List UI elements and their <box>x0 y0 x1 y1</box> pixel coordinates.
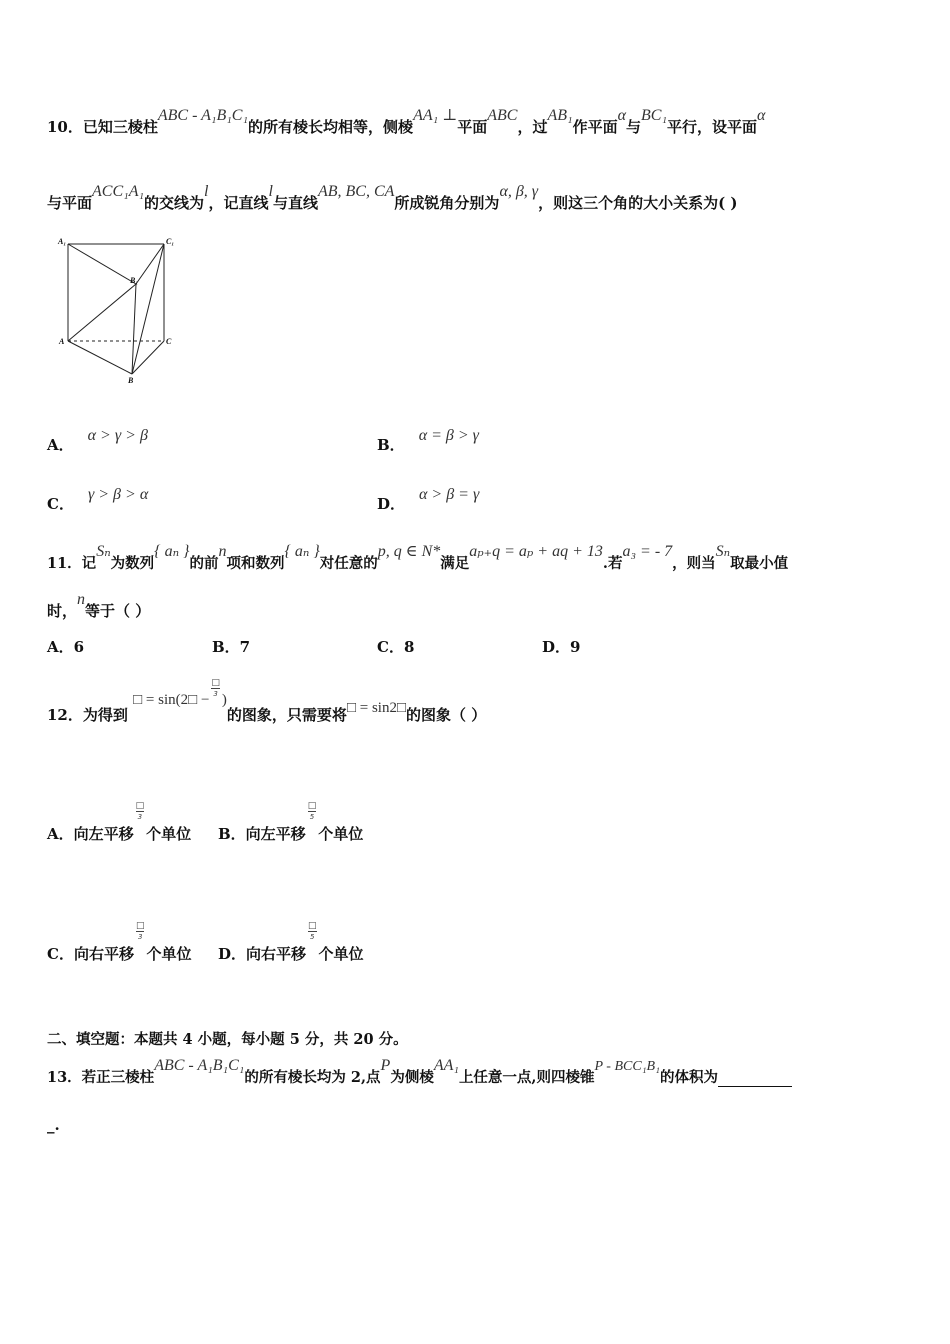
answer-blank[interactable] <box>718 1072 792 1087</box>
q11-text: 时， <box>47 602 78 620</box>
q11-option-c[interactable]: C．8 <box>377 638 415 656</box>
q11-math: aₚ₊q = aₚ + aq + 13 <box>469 543 603 560</box>
label-a: A <box>59 337 65 346</box>
option-text: A．向左平移 <box>47 825 134 843</box>
q11-math: { aₙ } <box>154 543 190 560</box>
q10-text: ，过 <box>517 118 548 136</box>
q10-math: AA₁ ⊥ <box>413 107 458 124</box>
option-math: γ > β > α <box>87 486 149 503</box>
q10-option-b[interactable] <box>377 427 479 455</box>
option-fraction <box>136 801 145 822</box>
label-b1: B₁ <box>130 276 139 285</box>
q11-text: 满足 <box>440 555 470 572</box>
q12-fraction <box>211 678 220 699</box>
q12-text: 的图象，只需要将 <box>226 706 347 724</box>
q13-text: 的体积为 <box>659 1069 718 1086</box>
q10-math: BC₁ <box>641 107 668 124</box>
option-text: D．向右平移 <box>218 945 307 963</box>
frac-num: □ <box>211 678 220 688</box>
q13-math: P - BCC₁B₁ <box>594 1059 660 1074</box>
q11-line2 <box>47 591 151 621</box>
q13-text: 上任意一点,则四棱锥 <box>458 1069 595 1086</box>
q12-option-b[interactable] <box>218 801 364 844</box>
q12-option-c[interactable] <box>47 921 192 964</box>
edge-a-b <box>68 341 132 374</box>
q12-option-a[interactable] <box>47 801 192 844</box>
q13-math: P <box>380 1057 391 1074</box>
q11-text: 11．记 <box>47 555 97 572</box>
option-text: 个单位 <box>146 945 192 963</box>
q10-math: AB₁ <box>547 107 573 124</box>
label-b: B <box>128 376 134 384</box>
q12-math-target: □ = sin(2□ − <box>133 692 210 708</box>
q10-text: 与直线 <box>272 194 318 212</box>
q10-math: α, β, γ <box>499 183 539 200</box>
option-fraction <box>136 921 145 942</box>
q11-text: ，则当 <box>672 555 716 572</box>
frac-den: 3 <box>137 813 143 821</box>
q11-math: n <box>77 591 86 608</box>
q11-text: 的前 <box>189 555 219 572</box>
q10-math: l <box>204 183 209 200</box>
q11-math: a₃ = - 7 <box>622 543 673 560</box>
q11-line1 <box>47 543 789 573</box>
option-text: 个单位 <box>146 825 192 843</box>
frac-num: □ <box>307 801 317 811</box>
q11-math: p, q ∈ N* <box>377 543 441 560</box>
q10-text: 平面 <box>457 118 488 136</box>
option-text: 个单位 <box>318 945 364 963</box>
frac-num: □ <box>308 921 317 931</box>
q11-math: Sₙ <box>96 543 111 560</box>
q11-text: 等于（ ） <box>85 602 151 620</box>
q10-text: 作平面 <box>572 118 618 136</box>
q12-text: 12．为得到 <box>47 706 128 724</box>
prism-figure <box>56 234 186 384</box>
q10-math: l <box>268 183 273 200</box>
q12-option-d[interactable] <box>218 921 364 964</box>
q10-text: ，记直线 <box>208 194 269 212</box>
edge-b1-c1 <box>136 244 164 284</box>
option-fraction <box>308 921 317 942</box>
q11-math: Sₙ <box>715 543 731 560</box>
q13-text: 为侧棱 <box>390 1069 434 1086</box>
q12-math-end: ) <box>221 692 227 708</box>
option-text: C．向右平移 <box>47 945 134 963</box>
q10-line1 <box>47 107 766 137</box>
option-label: C． <box>47 495 74 513</box>
q11-option-d[interactable]: D．9 <box>542 638 581 656</box>
q10-text: 的交线为 <box>144 194 205 212</box>
q10-math: ABC - A₁B₁C₁ <box>157 107 249 124</box>
option-label: B． <box>377 436 405 454</box>
edge-b-c1 <box>132 244 164 374</box>
q10-option-a[interactable] <box>47 427 148 455</box>
edge-a1-b1 <box>68 244 139 285</box>
label-a1: A₁ <box>58 237 67 246</box>
q13-math: ABC - A₁B₁C₁ <box>154 1057 245 1074</box>
q12-math-source: □ = sin2□ <box>346 700 407 716</box>
q10-text: 与 <box>626 118 642 136</box>
option-math: α = β > γ <box>418 427 479 444</box>
q11-option-a[interactable]: A．6 <box>47 638 85 656</box>
q10-text: 的所有棱长均相等，侧棱 <box>248 118 414 136</box>
option-label: A． <box>47 436 74 454</box>
option-label: D． <box>377 495 406 513</box>
q11-math: { aₙ } <box>284 543 320 560</box>
q10-math: ACC₁A₁ <box>92 183 145 200</box>
frac-den: 3 <box>213 690 218 698</box>
q10-text: 所成锐角分别为 <box>394 194 500 212</box>
option-text: 个单位 <box>318 825 364 843</box>
option-fraction <box>308 801 317 822</box>
q11-option-b[interactable]: B．7 <box>212 638 251 656</box>
q10-text: ，则这三个角的大小关系为( ) <box>538 194 738 212</box>
edge-b-c <box>132 341 164 374</box>
q10-text: 10．已知三棱柱 <box>47 118 158 136</box>
edge-a-b1 <box>68 284 136 341</box>
q10-option-d[interactable] <box>377 486 480 514</box>
q13-tail: _. <box>47 1116 60 1134</box>
q11-text: 取最小值 <box>730 555 789 572</box>
q10-text: 与平面 <box>47 194 93 212</box>
frac-den: 3 <box>137 933 143 941</box>
q13-text: 的所有棱长均为 2,点 <box>244 1069 381 1086</box>
frac-den: 5 <box>309 813 315 821</box>
section-heading: 二、填空题：本题共 4 小题，每小题 5 分，共 20 分。 <box>47 1031 408 1048</box>
frac-num: □ <box>135 921 145 931</box>
q11-text: 项和数列 <box>226 555 285 572</box>
q13-stem <box>47 1057 792 1087</box>
q12-stem <box>47 678 487 725</box>
q10-math: α <box>757 107 766 124</box>
q10-math: ABC <box>487 107 518 124</box>
q13-text: 13．若正三棱柱 <box>47 1069 155 1086</box>
q10-text: 平行，设平面 <box>667 118 758 136</box>
option-text: B．向左平移 <box>218 825 306 843</box>
label-c1: C₁ <box>166 237 175 246</box>
label-c: C <box>166 337 172 346</box>
q10-math: AB, BC, CA <box>317 183 395 200</box>
q10-option-c[interactable] <box>47 486 149 514</box>
q11-text: 对任意的 <box>319 555 378 572</box>
q11-text: 为数列 <box>110 555 155 572</box>
q10-line2 <box>47 183 738 213</box>
frac-den: 5 <box>310 933 315 941</box>
frac-num: □ <box>135 801 145 811</box>
q12-text: 的图象（ ） <box>406 706 487 724</box>
option-math: α > γ > β <box>87 427 148 444</box>
q13-math: AA₁ <box>433 1057 459 1074</box>
q11-text: .若 <box>602 555 623 572</box>
option-math: α > β = γ <box>419 486 480 503</box>
q11-math: n <box>218 543 227 560</box>
q10-math: α <box>617 107 626 124</box>
